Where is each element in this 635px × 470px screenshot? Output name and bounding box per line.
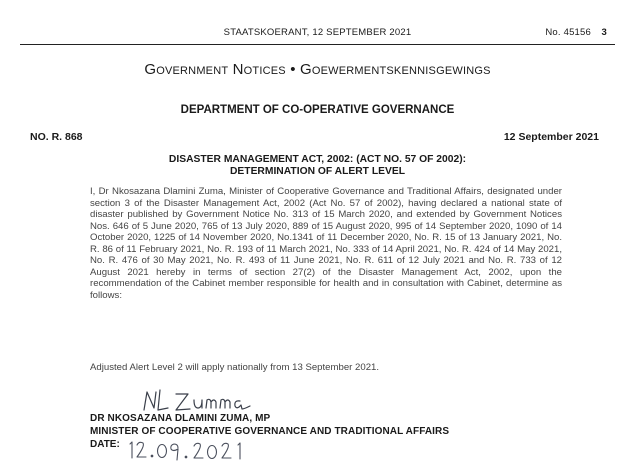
- notice-date: 12 September 2021: [503, 131, 599, 143]
- notice-number: NO. R. 868: [30, 131, 83, 143]
- signatory-title: MINISTER OF COOPERATIVE GOVERNANCE AND TRADITIONAL AFFAIRS: [90, 426, 450, 437]
- date-label: DATE:: [90, 439, 120, 450]
- handwritten-signature: [140, 386, 260, 416]
- department-heading: DEPARTMENT OF CO-OPERATIVE GOVERNANCE: [180, 104, 455, 116]
- issue-number: No. 45156: [545, 27, 591, 38]
- section-title: Government Notices • Goewermentskennisgewings: [144, 61, 491, 78]
- alert-level-statement: Adjusted Alert Level 2 will apply nationally from 13 September 2021.: [90, 362, 380, 373]
- act-title: [0, 154, 635, 178]
- header-rule: [20, 44, 615, 45]
- handwritten-date: [124, 436, 254, 462]
- act-title-line1: DISASTER MANAGEMENT ACT, 2002: (ACT NO. 57 OF 2002):: [168, 154, 467, 165]
- page-number: 3: [601, 27, 607, 38]
- running-header: [20, 27, 615, 41]
- gazette-title: STAATSKOERANT, 12 SEPTEMBER 2021: [223, 27, 412, 38]
- act-title-line2: DETERMINATION OF ALERT LEVEL: [229, 166, 406, 177]
- signatory-name: DR NKOSAZANA DLAMINI ZUMA, MP: [90, 413, 271, 424]
- notice-body: I, Dr Nkosazana Dlamini Zuma, Minister of Cooperative Governance and Traditional Affairs, designated under section 3 of the Disaster Management Act, 2002 (Act No. 57 of 2002), having declared a national state of disaster published by Government Notice No. 313 of 15 March 2020, and extended by Government Notices Nos. 646 of 5 June 2020, 765 of 13 July 2020, 889 of 15 August 2020, 995 of 14 September 2020, 1090 of 14 October 2020, 1225 of 14 November 2020, No.1341 of 11 December 2020, No. R. 15 of 13 January 2021, No. R. 86 of 11 February 2021, No. R. 193 of 11 March 2021, No. 333 of 14 April 2021, No. R. 424 of 14 May 2021, No. R. 476 of 30 May 2021, No. R. 493 of 11 June 2021, No. R. 611 of 12 July 2021 and No. R. 733 of 12 August 2021 hereby in terms of section 27(2) of the Disaster Management Act, 2002, upon the recommendation of the Cabinet member responsible for health and in consultation with Cabinet, determine as follows:: [90, 186, 562, 301]
